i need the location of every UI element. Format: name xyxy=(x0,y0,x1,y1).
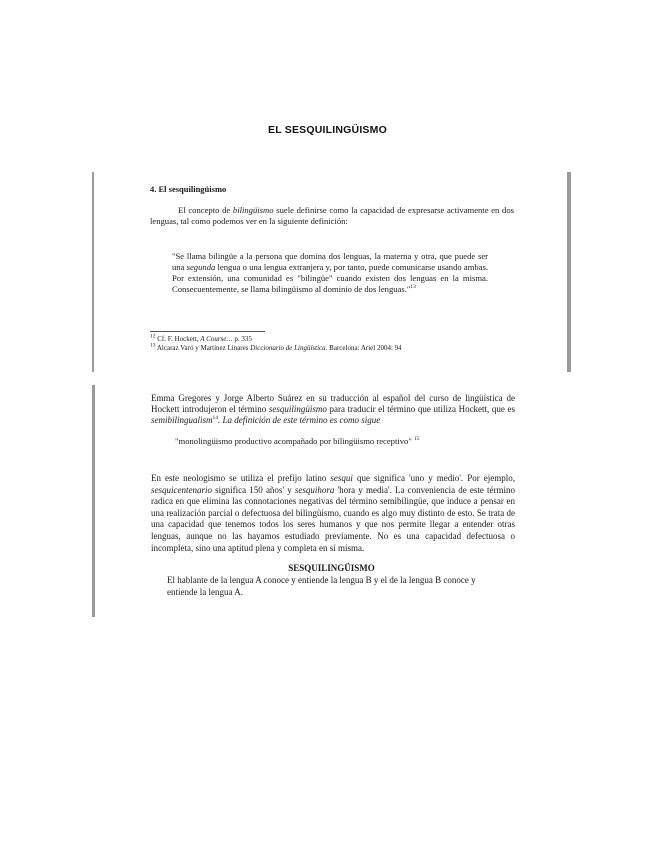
neologism-paragraph: En este neologismo se utiliza el prefijo latino sesqui que significa 'uno y medio'. Por ejemplo, sesquicentenario significa 150 años' y sesquihora 'hora y media'. La conveniencia de este término radica en que elimina las connotaciones negativas del término semibilingüe, que induce a pensar en una realización parcial o defectuosa del bilingüismo, cuando es algo muy distinto de esto. Se trata de una capacidad que tenemos todos los seres humanos y que nos permite llegar a entender otras lenguas, aunque no las hayamos estudiado previamente. No es una capacidad defectuosa o incompleta, sino una aptitud plena y completa en sí misma. xyxy=(151,473,516,553)
footnote-ref: 15 xyxy=(414,436,420,443)
footnote-12: $^{12}$ Cf. F. Hockett, A Course… p. 335 xyxy=(150,333,252,343)
definition-quote: "monolingüismo productivo acompañado por bilingüismo receptivo" $^{15}$ xyxy=(175,436,420,446)
section-heading: 4. El sesquilingüismo xyxy=(150,184,227,194)
document-excerpt-1 xyxy=(92,172,571,372)
page-title: EL SESQUILINGÜISMO xyxy=(268,124,387,136)
subheading: SESQUILINGÜISMO xyxy=(288,563,375,573)
translation-paragraph: Emma Gregores y Jorge Alberto Suárez en su traducción al español del curso de lingüística de Hockett introdujeron el término sesquilingüismo para traducir el término que utiliza Hockett, que es semibilingualism$^{14}$. La definición de este término es como sigue xyxy=(151,393,516,425)
definition-quote: "Se llama bilingüe a la persona que domina dos lenguas, la materna y otra, que puede ser una segunda lengua o una lengua extranjera y, por tanto, puede comunicarse usando ambas. Por extensión, una comunidad es "bilingüe" cuando existen dos lenguas en la misma. Consecuentemente, se llama bilingüismo al dominio de dos lenguas."$^{13}$ xyxy=(172,251,488,294)
footnote-divider xyxy=(150,331,265,332)
footnote-ref: 14 xyxy=(212,415,219,421)
summary-paragraph: El hablante de la lengua A conoce y entiende la lengua B y el de la lengua B conoce y entiende la lengua A. xyxy=(167,575,476,597)
definition-paragraph: El concepto de bilingüismo suele definirse como la capacidad de expresarse activamente en dos lenguas, tal como podemos ver en la siguiente definición: xyxy=(150,205,514,226)
footnote-ref: 13 xyxy=(410,284,416,291)
document-excerpt-2 xyxy=(92,385,568,617)
footnote-13: $^{13}$ Alcaraz Varó y Martínez Linares Diccionario de Lingüística. Barcelona: Ariel 2004: 94 xyxy=(150,342,402,352)
